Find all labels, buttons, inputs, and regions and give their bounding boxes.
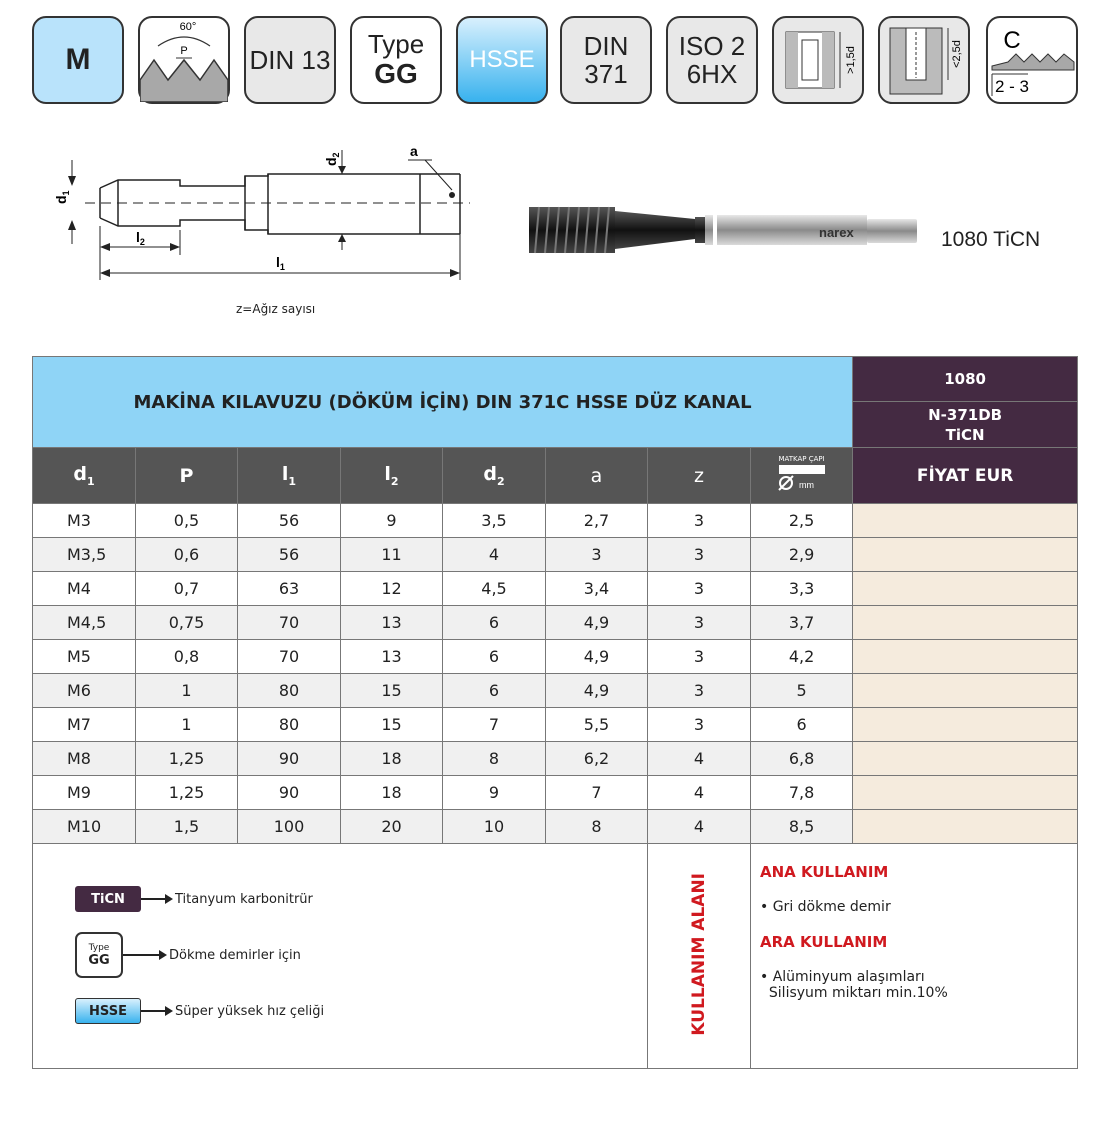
variant-coating: TiCN xyxy=(945,425,985,444)
table-cell: 0,5 xyxy=(136,504,238,538)
product-code: 1080 xyxy=(853,357,1078,402)
table-cell: 3 xyxy=(648,504,751,538)
table-cell: 3 xyxy=(648,640,751,674)
secondary-usage-item2: Silisyum miktarı min.10% xyxy=(760,985,948,1001)
table-cell: 90 xyxy=(238,742,341,776)
table-cell: M3 xyxy=(33,504,136,538)
table-cell: 15 xyxy=(341,708,443,742)
tap-outline xyxy=(100,174,460,234)
chamfer-badge xyxy=(986,16,1078,104)
table-cell: 3,3 xyxy=(751,572,853,606)
table-cell: 4,9 xyxy=(546,606,648,640)
table-cell: 6 xyxy=(443,606,546,640)
din13-badge xyxy=(244,16,336,104)
table-cell: 3 xyxy=(546,538,648,572)
table-cell: 15 xyxy=(341,674,443,708)
col-d2: $d_2$ xyxy=(443,448,546,504)
table-cell: 3 xyxy=(648,674,751,708)
hsse-tag: HSSE xyxy=(75,998,141,1024)
legend-hsse xyxy=(75,998,324,1024)
table-title: MAKİNA KILAVUZU (DÖKÜM İÇİN) DIN 371C HSSE DÜZ KANAL xyxy=(33,357,853,448)
table-cell: 0,8 xyxy=(136,640,238,674)
table-cell: M7 xyxy=(33,708,136,742)
tap-dimension-drawing xyxy=(40,140,480,290)
table-cell: 7 xyxy=(443,708,546,742)
drill-diameter-icon xyxy=(777,463,827,491)
metric-thread-label: M xyxy=(65,43,91,76)
l2-label: $l_2$ xyxy=(136,229,145,247)
table-cell: M4,5 xyxy=(33,606,136,640)
ticn-text: Titanyum karbonitrür xyxy=(175,891,313,907)
table-cell: M10 xyxy=(33,810,136,844)
price-cell xyxy=(853,640,1078,674)
col-l2: $l_2$ xyxy=(341,448,443,504)
table-cell: 4 xyxy=(443,538,546,572)
table-cell: 4 xyxy=(648,776,751,810)
table-cell: 70 xyxy=(238,640,341,674)
price-cell xyxy=(853,572,1078,606)
product-variant xyxy=(853,402,1078,448)
table-cell: 6 xyxy=(751,708,853,742)
table-cell: 3,7 xyxy=(751,606,853,640)
table-cell: 4,2 xyxy=(751,640,853,674)
table-row xyxy=(33,708,1078,742)
thread-profile-icon xyxy=(140,18,228,102)
table-cell: 70 xyxy=(238,606,341,640)
table-cell: 13 xyxy=(341,640,443,674)
table-cell: 18 xyxy=(341,742,443,776)
iso-line2: 6HX xyxy=(686,59,738,89)
col-d1: $d_1$ xyxy=(33,448,136,504)
column-headers xyxy=(33,448,1078,504)
brand-logo: narex xyxy=(819,225,854,240)
price-cell xyxy=(853,504,1078,538)
price-cell xyxy=(853,674,1078,708)
depth1-text: >1,5d xyxy=(845,46,857,74)
through-hole-badge xyxy=(772,16,864,104)
table-cell: 4 xyxy=(648,810,751,844)
din371-line1: DIN xyxy=(583,31,629,61)
table-cell: 90 xyxy=(238,776,341,810)
thread-profile-badge xyxy=(138,16,230,104)
table-cell: 100 xyxy=(238,810,341,844)
table-cell: 9 xyxy=(443,776,546,810)
table-cell: 8 xyxy=(546,810,648,844)
variant-code: N-371DB xyxy=(928,405,1003,424)
tap-product-image xyxy=(525,185,925,265)
table-cell: 3 xyxy=(648,538,751,572)
table-cell: 1,5 xyxy=(136,810,238,844)
legend-panel xyxy=(33,844,648,1069)
table-row xyxy=(33,606,1078,640)
table-cell: 9 xyxy=(341,504,443,538)
price-cell xyxy=(853,606,1078,640)
table-cell: 18 xyxy=(341,776,443,810)
table-cell: 4,5 xyxy=(443,572,546,606)
table-cell: 2,9 xyxy=(751,538,853,572)
tap-spec-table xyxy=(32,356,1078,1069)
table-cell: M9 xyxy=(33,776,136,810)
table-cell: M8 xyxy=(33,742,136,776)
table-cell: 6,2 xyxy=(546,742,648,776)
usage-vertical-label: KULLANIM ALANI xyxy=(689,872,709,1036)
table-cell: 80 xyxy=(238,674,341,708)
col-drill xyxy=(751,448,853,504)
gg-tag: Type GG xyxy=(75,932,123,978)
table-cell: 3 xyxy=(648,708,751,742)
price-cell xyxy=(853,538,1078,572)
table-cell: 3,4 xyxy=(546,572,648,606)
table-cell: 80 xyxy=(238,708,341,742)
blind-hole-icon xyxy=(880,18,968,102)
table-cell: 5,5 xyxy=(546,708,648,742)
iso-line1: ISO 2 xyxy=(678,31,746,61)
legend-ticn xyxy=(75,886,313,912)
table-cell: 56 xyxy=(238,504,341,538)
table-cell: 5 xyxy=(751,674,853,708)
square-drive-mark xyxy=(449,192,455,198)
secondary-usage-item1: • Alüminyum alaşımları xyxy=(760,969,925,985)
table-cell: 1 xyxy=(136,708,238,742)
usage-label-cell xyxy=(648,844,751,1069)
drill-unit: mm xyxy=(798,480,814,490)
table-cell: 4 xyxy=(648,742,751,776)
din13-label: DIN 13 xyxy=(249,45,331,75)
secondary-usage-title: ARA KULLANIM xyxy=(760,933,888,951)
type-gg-badge xyxy=(350,16,442,104)
arrow-icon xyxy=(123,954,161,956)
arrow-icon xyxy=(141,898,167,900)
price-cell xyxy=(853,776,1078,810)
table-cell: 8,5 xyxy=(751,810,853,844)
table-cell: 10 xyxy=(443,810,546,844)
table-cell: 0,75 xyxy=(136,606,238,640)
table-cell: 11 xyxy=(341,538,443,572)
table-cell: 0,7 xyxy=(136,572,238,606)
din371-line2: 371 xyxy=(584,59,628,89)
table-cell: 13 xyxy=(341,606,443,640)
table-cell: M4 xyxy=(33,572,136,606)
ticn-tag: TiCN xyxy=(75,886,141,912)
table-row xyxy=(33,538,1078,572)
thread-angle-text: 60° xyxy=(179,21,197,33)
table-cell: 6 xyxy=(443,674,546,708)
table-row xyxy=(33,572,1078,606)
table-cell: 2,7 xyxy=(546,504,648,538)
table-row xyxy=(33,640,1078,674)
table-row xyxy=(33,810,1078,844)
table-cell: 12 xyxy=(341,572,443,606)
price-cell xyxy=(853,708,1078,742)
table-cell: 3,5 xyxy=(443,504,546,538)
col-l1: $l_1$ xyxy=(238,448,341,504)
table-cell: M6 xyxy=(33,674,136,708)
table-cell: 4,9 xyxy=(546,674,648,708)
table-row xyxy=(33,776,1078,810)
hsse-badge xyxy=(456,16,548,104)
din371-badge xyxy=(560,16,652,104)
table-row xyxy=(33,504,1078,538)
chamfer-letter: C xyxy=(1003,27,1021,54)
table-cell: 63 xyxy=(238,572,341,606)
table-cell: 1,25 xyxy=(136,742,238,776)
arrow-icon xyxy=(141,1010,167,1012)
feature-badges xyxy=(32,16,1078,108)
col-price: FİYAT EUR xyxy=(853,448,1078,504)
legend-gg xyxy=(75,932,301,978)
table-cell: 2,5 xyxy=(751,504,853,538)
col-a: a xyxy=(546,448,648,504)
a-label: a xyxy=(410,143,418,159)
col-z: z xyxy=(648,448,751,504)
drill-header-text: MATKAP ÇAPI xyxy=(778,455,825,463)
d1-label: $d_1$ xyxy=(53,190,71,204)
table-cell: M3,5 xyxy=(33,538,136,572)
gg-text: Dökme demirler için xyxy=(169,947,301,963)
d2-label: $d_2$ xyxy=(323,152,341,166)
price-cell xyxy=(853,810,1078,844)
teeth-caption: z=Ağız sayısı xyxy=(236,302,316,316)
blind-hole-badge xyxy=(878,16,970,104)
table-cell: 7,8 xyxy=(751,776,853,810)
product-label: 1080 TiCN xyxy=(941,228,1041,251)
through-hole-icon xyxy=(774,18,862,102)
table-cell: 1,25 xyxy=(136,776,238,810)
table-cell: M5 xyxy=(33,640,136,674)
table-cell: 7 xyxy=(546,776,648,810)
hsse-text: Süper yüksek hız çeliği xyxy=(175,1003,325,1019)
table-cell: 6,8 xyxy=(751,742,853,776)
table-cell: 3 xyxy=(648,572,751,606)
table-cell: 56 xyxy=(238,538,341,572)
table-cell: 20 xyxy=(341,810,443,844)
chamfer-range: 2 - 3 xyxy=(994,77,1030,96)
main-usage-item: • Gri dökme demir xyxy=(760,899,891,915)
col-p: P xyxy=(136,448,238,504)
iso-badge xyxy=(666,16,758,104)
main-usage-title: ANA KULLANIM xyxy=(760,863,889,881)
table-cell: 0,6 xyxy=(136,538,238,572)
table-cell: 8 xyxy=(443,742,546,776)
thread-pitch-text: P xyxy=(180,45,188,57)
price-cell xyxy=(853,742,1078,776)
type-value: GG xyxy=(374,58,418,89)
hsse-label: HSSE xyxy=(469,46,535,73)
chamfer-icon xyxy=(988,18,1076,102)
usage-panel xyxy=(751,844,1078,1069)
table-cell: 4,9 xyxy=(546,640,648,674)
table-row xyxy=(33,742,1078,776)
depth2-text: <2,5d xyxy=(951,40,963,68)
table-row xyxy=(33,674,1078,708)
table-cell: 6 xyxy=(443,640,546,674)
l1-label: $l_1$ xyxy=(276,254,285,272)
metric-thread-badge xyxy=(32,16,124,104)
table-cell: 1 xyxy=(136,674,238,708)
table-cell: 3 xyxy=(648,606,751,640)
type-label: Type xyxy=(367,29,425,59)
